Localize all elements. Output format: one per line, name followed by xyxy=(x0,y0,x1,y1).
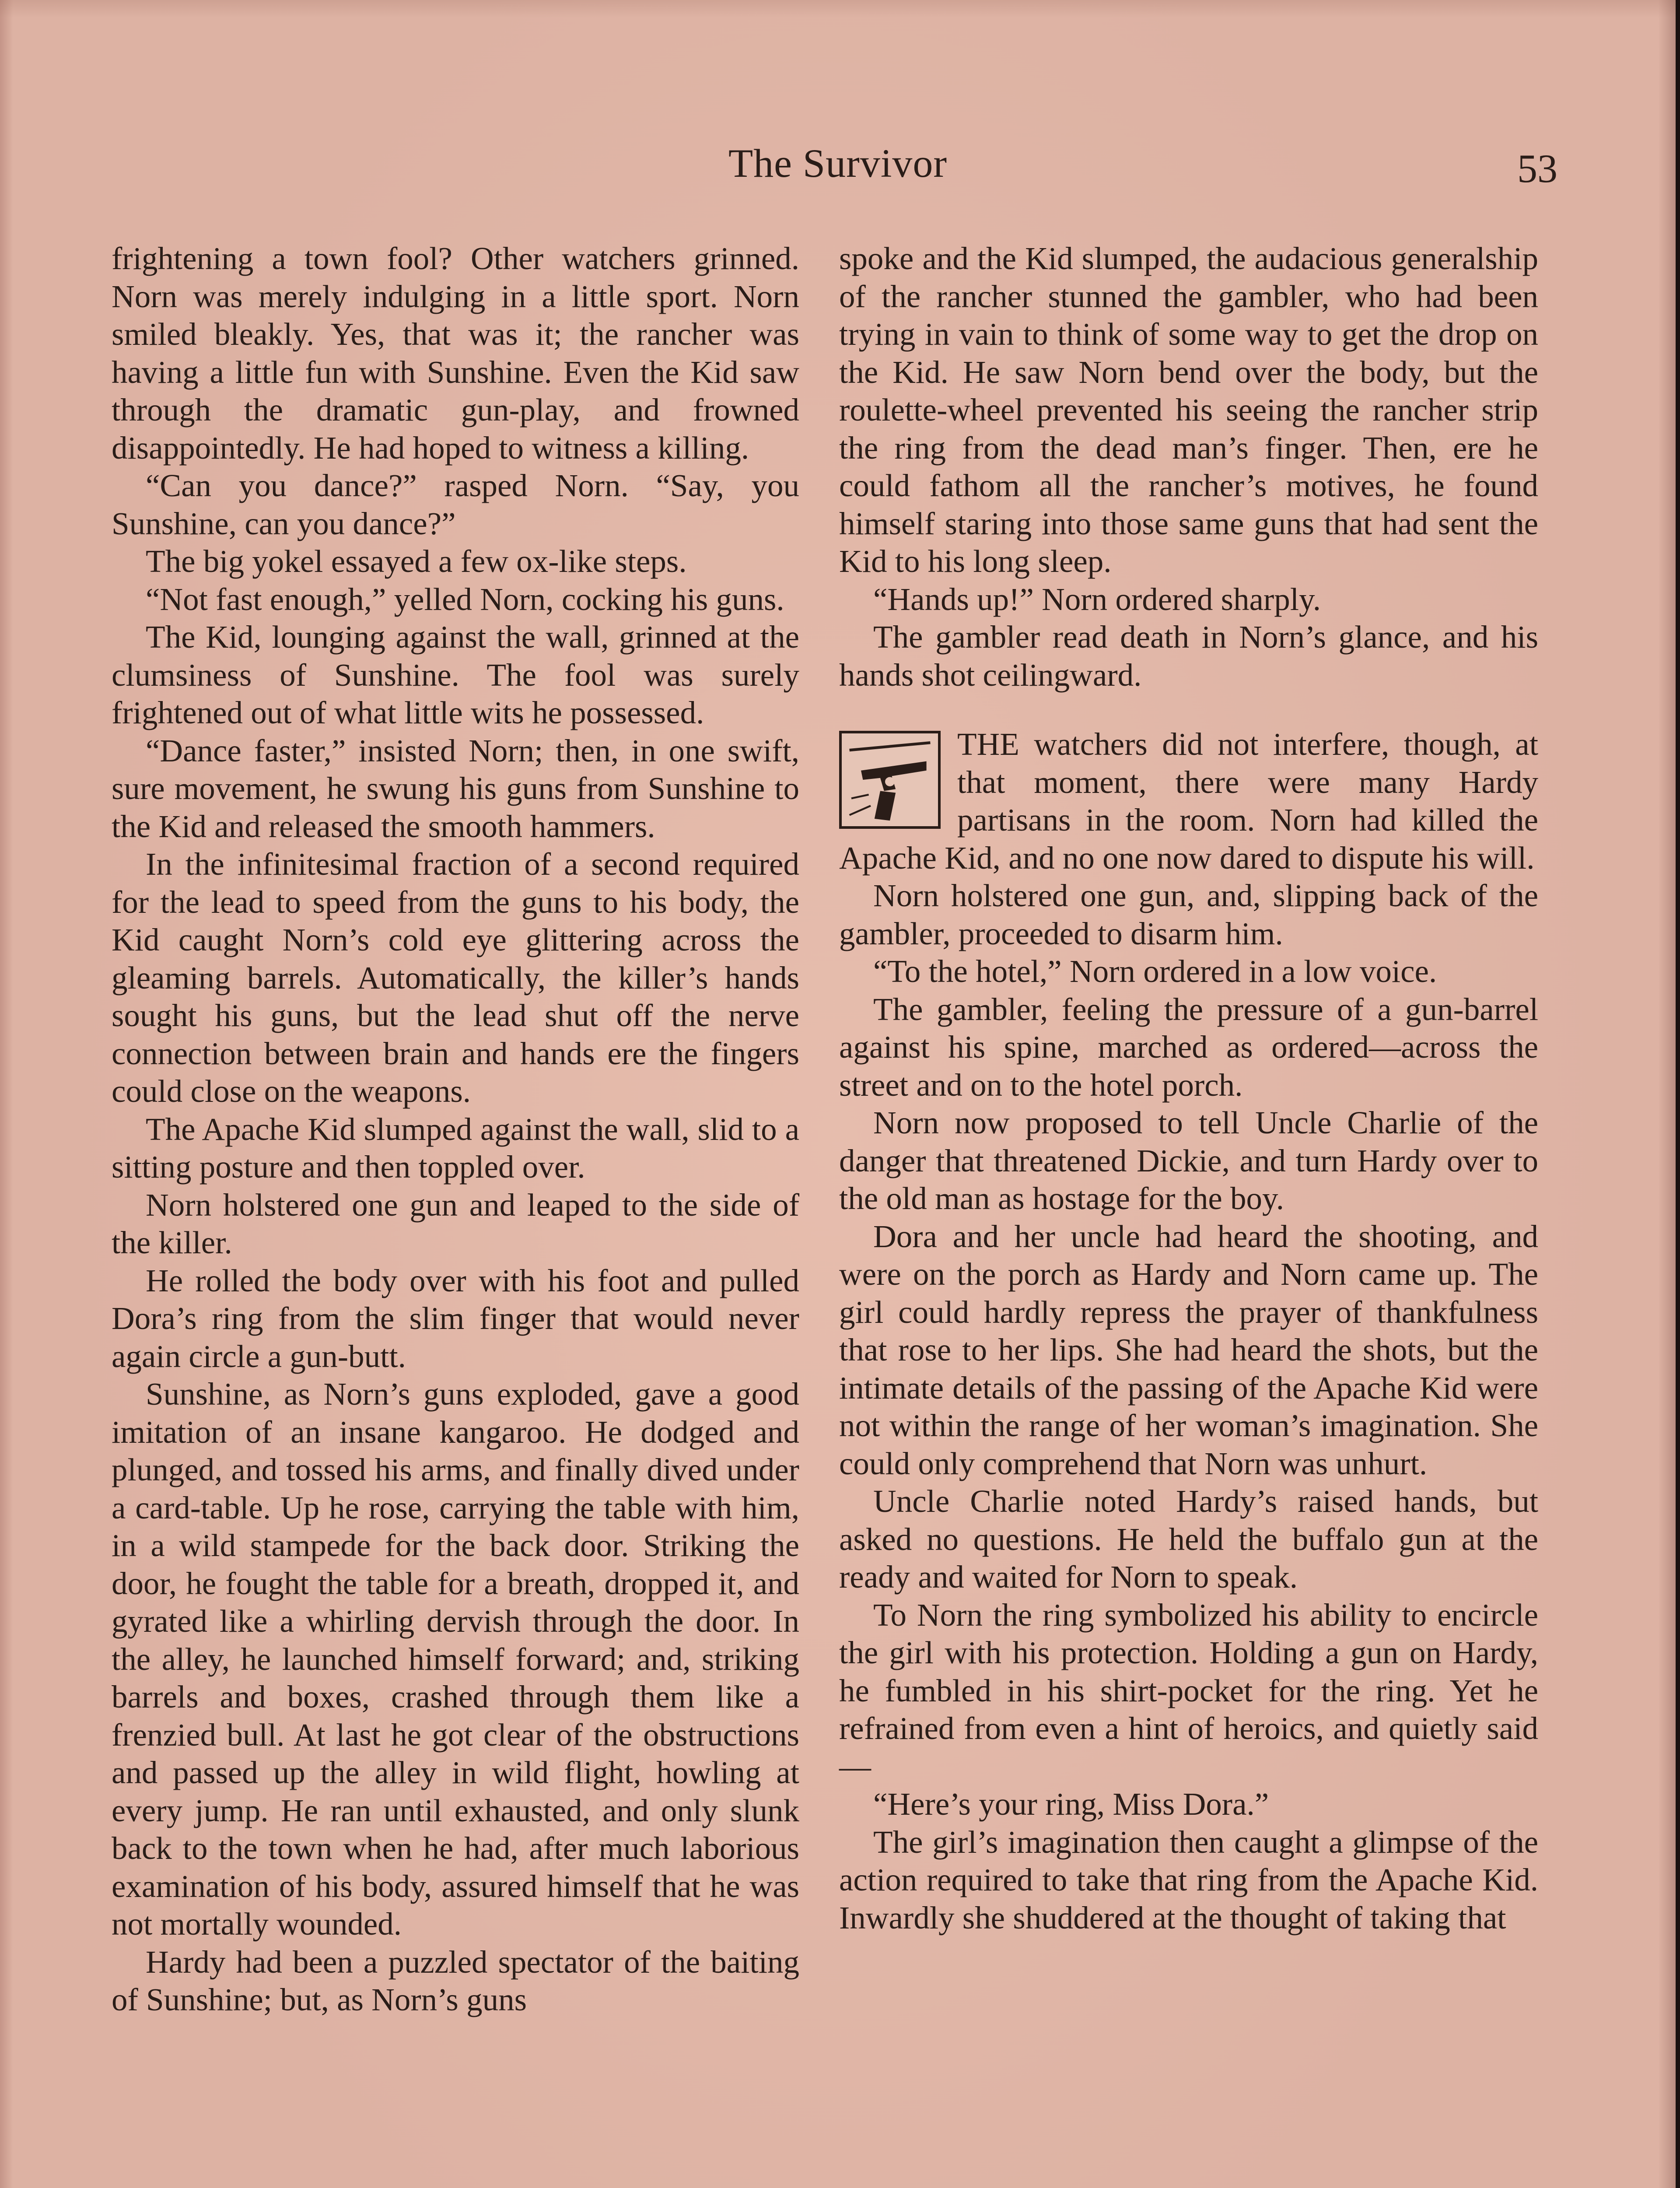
paragraph: “Not fast enough,” yelled Norn, cocking his guns. xyxy=(146,581,784,617)
paragraph: Norn now proposed to tell Uncle Charlie of the danger that threatened Dickie, and turn Hardy over to the old man as hostage for the boy. xyxy=(839,1105,1538,1216)
paragraph: “Here’s your ring, Miss Dora.” xyxy=(873,1786,1269,1822)
paragraph: Norn holstered one gun and leaped to the side of the killer. xyxy=(112,1187,799,1260)
paragraph: “Dance faster,” insisted Norn; then, in one swift, sure movement, he swung his guns from Sunshine to the Kid and released the smooth hammers. xyxy=(112,733,799,844)
paragraph: In the infinitesimal fraction of a second required for the lead to speed from the guns to his body, the Kid caught Norn’s cold eye glittering across the gleaming barrels. Automatically, the killer’s hands sought his guns, but the lead shut off the nerve connection between brain and hands ere the fingers could close on the weapons. xyxy=(112,846,799,1109)
page-edge xyxy=(1676,0,1680,2188)
paragraph: To Norn the ring symbolized his ability to encircle the girl with his protection. Holding a gun on Hardy, he fumbled in his shirt-pocket for the ring. Yet he refrained from even a hint of heroics, and quietly said— xyxy=(839,1597,1538,1784)
section-break xyxy=(839,694,1538,726)
paragraph: Uncle Charlie noted Hardy’s raised hands, but asked no questions. He held the buffalo gun at the ready and waited for Norn to speak. xyxy=(839,1483,1538,1595)
right-column xyxy=(839,240,1538,1937)
page-number: 53 xyxy=(1517,146,1558,191)
paragraph: The Apache Kid slumped against the wall, slid to a sitting posture and then toppled over. xyxy=(112,1111,799,1185)
left-column xyxy=(112,240,799,2019)
lead-word: THE xyxy=(957,726,1019,762)
running-head-title: The Survivor xyxy=(728,141,948,186)
paragraph: He rolled the body over with his foot and pulled Dora’s ring from the slim finger that would never again circle a gun-butt. xyxy=(112,1262,799,1374)
section-opening xyxy=(839,726,1538,877)
paragraph: The gambler, feeling the pressure of a gun-barrel against his spine, marched as ordered—across the street and on to the hotel porch. xyxy=(839,991,1538,1103)
paragraph: The Kid, lounging against the wall, grinned at the clumsiness of Sunshine. The fool was surely frightened out of what little wits he possessed. xyxy=(112,619,799,730)
right-column-bottom xyxy=(839,877,1538,1937)
paragraph: The girl’s imagination then caught a glimpse of the action required to take that ring from the Apache Kid. Inwardly she shuddered at the thought of taking that xyxy=(839,1824,1538,1936)
paragraph: The big yokel essayed a few ox-like steps. xyxy=(146,543,687,579)
paragraph: The gambler read death in Norn’s glance, and his hands shot ceilingward. xyxy=(839,619,1538,693)
right-column-top xyxy=(839,240,1538,694)
paragraph: Dora and her uncle had heard the shooting, and were on the porch as Hardy and Norn came up. The girl could hardly repress the prayer of thankfulness that rose to her lips. She had heard the shots, but the intimate details of the passing of the Apache Kid were not within the range of her woman’s imagination. She could only comprehend that Norn was unhurt. xyxy=(839,1218,1538,1481)
paragraph: Sunshine, as Norn’s guns exploded, gave a good imitation of an insane kangaroo. He dodged and plunged, and tossed his arms, and finally dived under a card-table. Up he rose, carrying the table with him, in a wild stampede for the back door. Striking the door, he fought the table for a breath, dropped it, and gyrated like a whirling dervish through the door. In the alley, he launched himself forward; and, striking barrels and boxes, crashed through them like a frenzied bull. At last he got clear of the obstructions and passed up the alley in wild flight, howling at every jump. He ran until exhausted, and only slunk back to the town when he had, after much laborious examination of his body, assured himself that he was not mortally wounded. xyxy=(112,1376,799,1942)
first-paragraph-text: watchers did not interfere, though, at that moment, there were many Hardy partisans in the room. Norn had killed the Apache Kid, and no one now dared to dispute his will. xyxy=(839,726,1538,876)
paragraph: Hardy had been a puzzled spectator of the baiting of Sunshine; but, as Norn’s guns xyxy=(112,1944,799,2017)
section-first-paragraph xyxy=(839,726,1538,877)
paragraph: “Hands up!” Norn ordered sharply. xyxy=(873,581,1321,617)
paragraph: Norn holstered one gun, and, slipping back of the gambler, proceeded to disarm him. xyxy=(839,878,1538,951)
paragraph: spoke and the Kid slumped, the audacious generalship of the rancher stunned the gambler, who had been trying in vain to think of some way to get the drop on the Kid. He saw Norn bend over the body, but the roulette-wheel prevented his seeing the rancher strip the ring from the dead man’s finger. Then, ere he could fathom all the rancher’s motives, he found himself staring into those same guns that had sent the Kid to his long sleep. xyxy=(839,241,1538,579)
paragraph: “To the hotel,” Norn ordered in a low voice. xyxy=(873,954,1437,989)
gun-vignette-icon xyxy=(839,731,941,829)
paragraph: “Can you dance?” rasped Norn. “Say, you Sunshine, can you dance?” xyxy=(112,468,799,541)
paragraph: frightening a town fool? Other watchers grinned. Norn was merely indulging in a little sport. Norn smiled bleakly. Yes, that was it; the rancher was having a little fun with Sunshine. Even the Kid saw through the dramatic gun-play, and frowned disappointedly. He had hoped to witness a killing. xyxy=(112,241,799,466)
